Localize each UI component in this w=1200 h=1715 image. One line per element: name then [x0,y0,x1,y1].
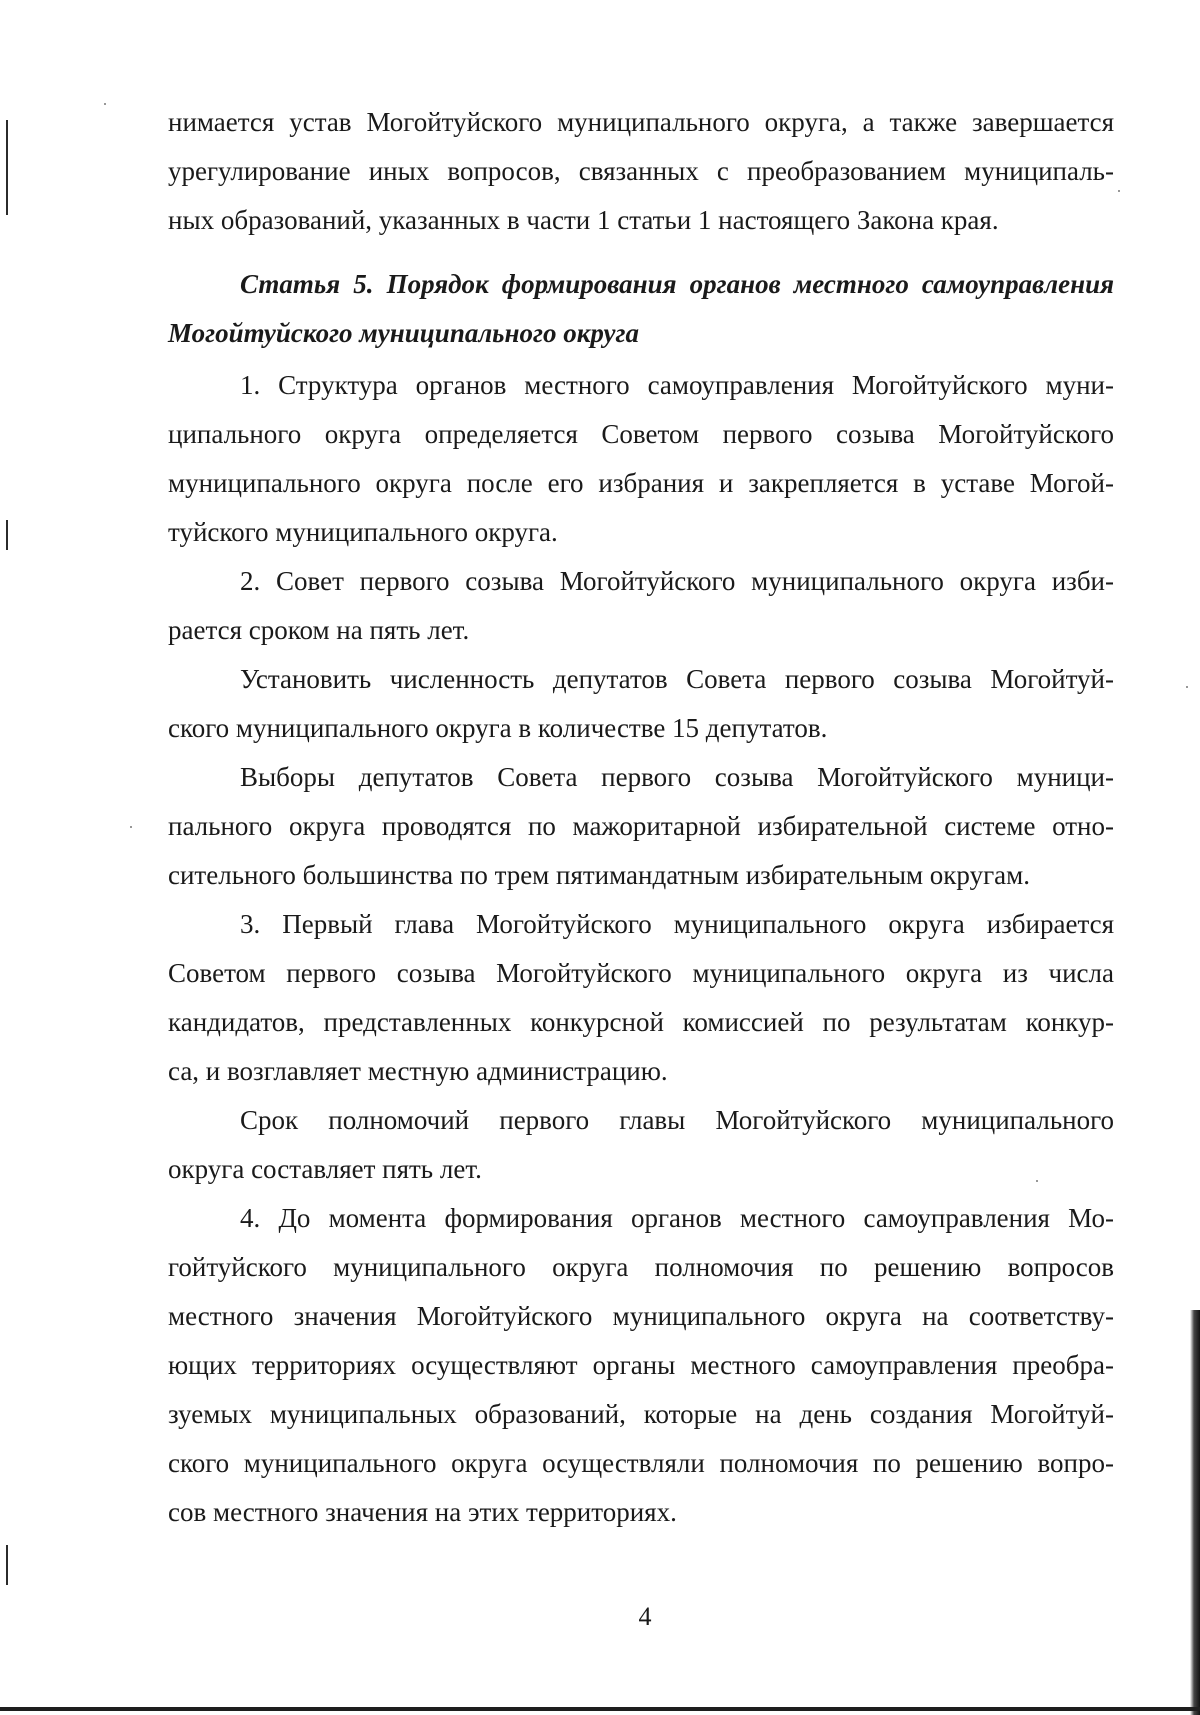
paragraph-6 [168,1096,1114,1194]
scan-speck [104,103,106,105]
text-line: ных образований, указанных в части 1 статьи 1 настоящего Закона края. [168,205,999,235]
text-line: Установить численность депутатов Совета первого созыва Могойтуй- [240,664,1114,694]
text-line: муниципального округа после его избрания и закрепляется в уставе Могой- [168,468,1114,498]
text-line: 1. Структура органов местного самоуправления Могойтуйского муни- [240,370,1114,400]
paragraph-7 [168,1194,1114,1537]
text-line: урегулирование иных вопросов, связанных с преобразованием муниципаль- [168,156,1114,186]
scan-margin-line [6,120,8,215]
scan-speck [130,826,132,828]
scan-edge-shadow [1190,1310,1200,1715]
paragraph-1 [168,361,1114,557]
text-line: Срок полномочий первого главы Могойтуйского муниципального [240,1105,1114,1135]
scan-speck [1186,686,1188,688]
intro-paragraph [168,98,1114,245]
paragraph-3 [168,655,1114,753]
text-line: гойтуйского муниципального округа полномочия по решению вопросов [168,1252,1114,1282]
text-line: рается сроком на пять лет. [168,615,470,645]
text-line: пального округа проводятся по мажоритарной избирательной системе отно- [168,811,1114,841]
text-line: ского муниципального округа осуществляли полномочия по решению вопро- [168,1448,1114,1478]
text-line: округа составляет пять лет. [168,1154,482,1184]
text-line: кандидатов, представленных конкурсной комиссией по результатам конкур- [168,1007,1114,1037]
text-line: местного значения Могойтуйского муниципального округа на соответству- [168,1301,1114,1331]
text-line: 4. До момента формирования органов местного самоуправления Мо- [240,1203,1114,1233]
text-line: туйского муниципального округа. [168,517,558,547]
scan-margin-line [6,520,8,550]
text-line: Советом первого созыва Могойтуйского муниципального округа из числа [168,958,1114,988]
paragraph-4 [168,753,1114,900]
scan-margin-line [6,1545,8,1585]
page-number: 4 [638,1602,652,1631]
scan-edge-shadow [0,1707,1200,1711]
text-line: сительного большинства по трем пятимандатным избирательным округам. [168,860,1030,890]
paragraph-5 [168,900,1114,1096]
paragraph-2 [168,557,1114,655]
heading-line: Могойтуйского муниципального округа [168,318,640,348]
text-line: 3. Первый глава Могойтуйского муниципального округа избирается [240,909,1114,939]
article-heading [168,260,1114,358]
text-line: ющих территориях осуществляют органы местного самоуправления преобра- [168,1350,1114,1380]
text-line: са, и возглавляет местную администрацию. [168,1056,668,1086]
text-line: 2. Совет первого созыва Могойтуйского муниципального округа изби- [240,566,1114,596]
scan-speck [1118,190,1120,192]
text-line: сов местного значения на этих территориях. [168,1497,677,1527]
text-line: нимается устав Могойтуйского муниципального округа, а также завершается [168,107,1114,137]
heading-line: Статья 5. Порядок формирования органов местного самоуправления [240,269,1114,299]
text-line: Выборы депутатов Совета первого созыва Могойтуйского муници- [240,762,1114,792]
text-line: ского муниципального округа в количестве 15 депутатов. [168,713,828,743]
text-line: зуемых муниципальных образований, которые на день создания Могойтуй- [168,1399,1114,1429]
text-line: ципального округа определяется Советом первого созыва Могойтуйского [168,419,1114,449]
